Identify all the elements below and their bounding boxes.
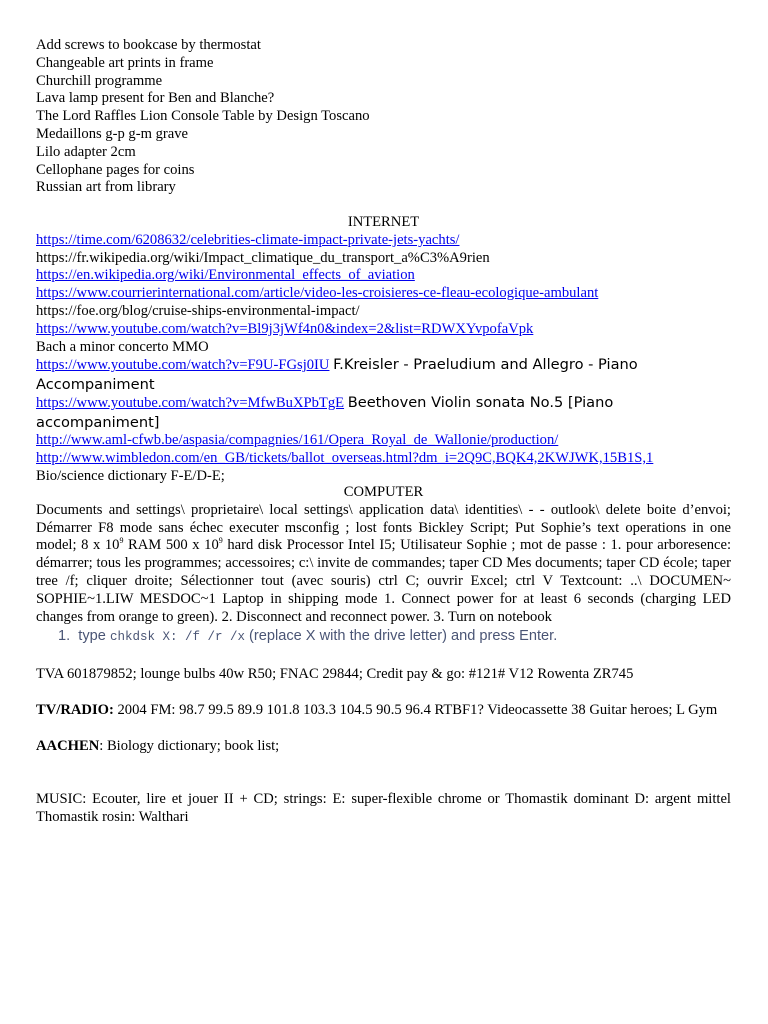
wiki-fr-text: https://fr.wikipedia.org/wiki/Impact_climatique_du_transport_a%C3%A9rien — [36, 249, 490, 266]
computer-paragraph: Documents and settings\ proprietaire\ local settings\ application data\ identities\ - - outlook\ delete boite d’envoi; Démarrer F8 mode sans échec executer msconfig ; lost fonts Bickley Script; Put Sophie’s text operations in one model; 8 x $10^9$ RAM 500 x $10^9$ hard disk Processor Intel I5; Utilisateur Sophie ; mot de passe : 1. pour arboresence: démarrer; tous les programmes; accessoires; c:\ invite de commandes; taper CD Mes documents; taper CD école; taper tree /f; cliquer droite; Sélectionner tout (avec souris) ctrl C; ouvrir Excel; ctrl V Textcount: ..\ DOCUMEN~ SOPHIE~1.LIW MESDOC~1 Laptop in shipping mode 1. Connect power for at least 6 seconds (charging LED changes from orange to green). 2. Disconnect and reconnect power. 3. Turn on notebook — [36, 501, 732, 625]
internet-heading: INTERNET — [347, 214, 420, 230]
todo-item: Churchill programme — [36, 72, 163, 89]
courrier-link[interactable]: https://www.courrierinternational.com/article/video-les-croisieres-ce-fleau-ecologique-ambulant — [36, 285, 599, 302]
todo-item: Cellophane pages for coins — [36, 161, 195, 178]
todo-item: Medaillons g-p g-m grave — [36, 125, 188, 142]
tv-radio-block: TV/RADIO: 2004 FM: 98.7 99.5 89.9 101.8 103.3 104.5 90.5 96.4 RTBF1? Videocassette 38 Guitar heroes; L Gym — [36, 702, 718, 718]
todo-item: The Lord Raffles Lion Console Table by Design Toscano — [36, 108, 370, 125]
aachen-label: AACHEN — [36, 738, 100, 754]
youtube-link-1[interactable]: https://www.youtube.com/watch?v=Bl9j3jWf4n0&index=2&list=RDWXYvpofaVpk — [36, 320, 534, 337]
youtube-link-3[interactable]: https://www.youtube.com/watch?v=MfwBuXPbTgE — [36, 395, 345, 412]
wimbledon-link[interactable]: http://www.wimbledon.com/en_GB/tickets/ballot_overseas.html?dm_i=2Q9C,BQK4,2KWJWK,15B1S,1 — [36, 449, 654, 466]
chkdsk-command: chkdsk X: /f /r /x — [109, 630, 245, 645]
todo-list — [36, 37, 731, 197]
internet-section — [36, 214, 731, 485]
aachen-line: AACHEN: Biology dictionary; book list; — [36, 738, 280, 754]
todo-item: Add screws to bookcase by thermostat — [36, 37, 261, 53]
kreisler-note-cont: Accompaniment — [36, 376, 155, 394]
wiki-en-link[interactable]: https://en.wikipedia.org/wiki/Environmental_effects_of_aviation — [36, 267, 415, 284]
dictionary-text: Bio/science dictionary F-E/D-E; — [36, 467, 225, 484]
beethoven-note-cont: accompaniment] — [36, 413, 160, 431]
todo-item: Lilo adapter 2cm — [36, 143, 136, 160]
todo-item: Russian art from library — [36, 179, 176, 196]
youtube-link-2[interactable]: https://www.youtube.com/watch?v=F9U-FGsj0IU — [36, 357, 330, 374]
misc-line: TVA 601879852; lounge bulbs 40w R50; FNAC 29844; Credit pay & go: #121# V12 Rowenta ZR745 — [36, 666, 634, 682]
todo-item: Changeable art prints in frame — [36, 54, 214, 71]
computer-section — [36, 484, 731, 647]
todo-item: Lava lamp present for Ben and Blanche? — [36, 90, 275, 107]
aml-link[interactable]: http://www.aml-cfwb.be/aspasia/compagnies/161/Opera_Royal_de_Wallonie/production/ — [36, 431, 559, 448]
kreisler-note: F.Kreisler - Praeludium and Allegro - Piano — [333, 356, 638, 374]
computer-heading: COMPUTER — [343, 484, 424, 500]
music-block: MUSIC: Ecouter, lire et jouer II + CD; strings: E: super-flexible chrome or Thomastik dominant D: argent mittel Thomastik rosin: Walthari — [36, 791, 731, 825]
tv-radio-label: TV/RADIO: — [36, 702, 114, 718]
chkdsk-list-item: 1. type chkdsk X: /f /r /x (replace X with the drive letter) and press Enter. — [58, 628, 558, 645]
list-number: 1. — [58, 628, 71, 645]
time-link[interactable]: https://time.com/6208632/celebrities-climate-impact-private-jets-yachts/ — [36, 231, 460, 248]
foe-text: https://foe.org/blog/cruise-ships-environmental-impact/ — [36, 302, 360, 319]
beethoven-note: Beethoven Violin sonata No.5 [Piano — [347, 394, 614, 412]
bach-text: Bach a minor concerto MMO — [36, 338, 209, 355]
